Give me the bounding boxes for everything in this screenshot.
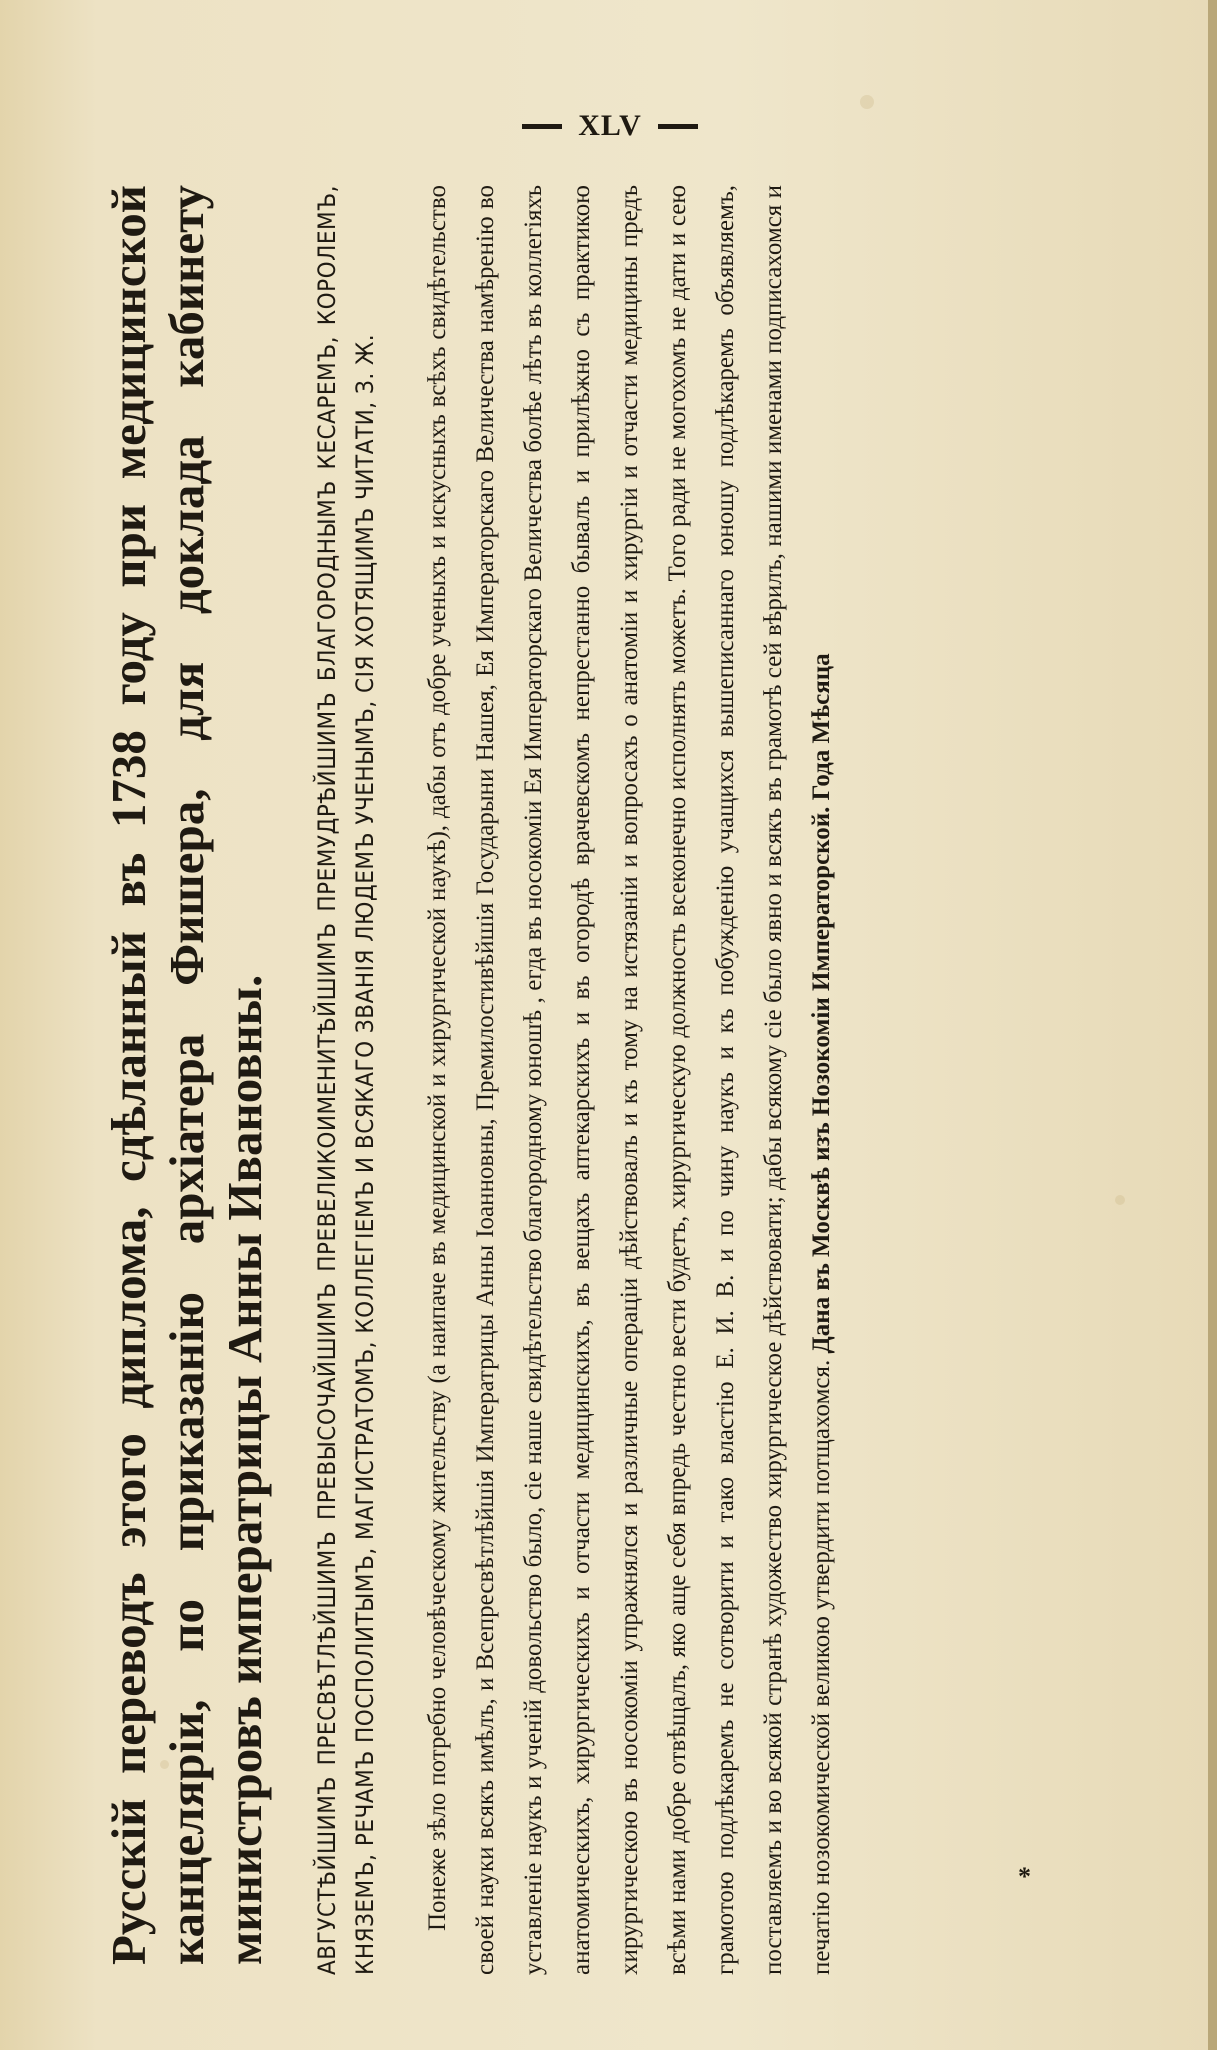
rotated-text-block [100,185,1100,1975]
diploma-body-text: Понеже зѣло потребно человѣческому жительству (а наипаче въ медицинской и хирургической наукѣ), дабы отъ добре ученыхъ и искусныхъ всѣхъ свидѣтельство своей науки всякъ имѣлъ, и Всепресвѣтлѣйшія Императрицы Анны Іоанновны, Премилостивѣйшія Государыни Нашея, Ея Императорскаго Величества намѣренію во уставленіе наукъ и ученій довольство было, сіе наше свидѣтельство благородному юношѣ , егда въ носокоміи Ея Императорскаго Величества болѣе лѣтъ въ коллегіяхъ анатомическихъ, хирургическихъ и отчасти медицинскихъ, въ вещахъ аптекарскихъ и въ огородѣ врачевскомъ непрестанно бывалъ и прилѣжно съ практикою хирургическою въ носокоміи упражнялся и различные операціи дѣйствовалъ и къ тому на истязаніи и вопросахъ о анатоміи и хирургіи и отчасти медицины предъ всѣми нами добре отвѣщалъ, яко аще себя впредь честно вести будетъ, хирургическую должность всеконечно исполнять можетъ. Того ради не могохомъ не дати и сею грамотою подлѣкаремъ не сотворити и тако властію Е. И. В. и по чину наукъ и къ побужденію учащихся вышеписаннаго юношу подлѣкаремъ объявляемъ, поставляемъ и во всякой странѣ художество хирургическое дѣйствовати; дабы всякому сіе было явно и всякъ въ грамотѣ сей вѣрилъ, нашими именами подписахомся и печатію нозокомической великою утвердити потщахомся. [424,185,835,1975]
salutation-address: АВГУСТѢЙШИМЪ ПРЕСВѢТЛѢЙШИМЪ ПРЕВЫСОЧАЙШИМЪ ПРЕВЕЛИКОИМЕНИТѢЙШИМЪ ПРЕМУДРѢЙШИМЪ БЛАГОРОДНЫМЪ КЕСАРЕМЪ, КОРОЛЕМЪ, КНЯЗЕМЪ, РЕЧАМЪ ПОСПОЛИТЫМЪ, МАГИСТРАТОМЪ, КОЛЛЕГІЕМЪ И ВСЯКАГО ЗВАНІЯ ЛЮДЕМЪ УЧЕНЫМЪ, СІЯ ХОТЯЩИМЪ ЧИТАТИ, З. Ж. [313,185,379,1975]
folio-number: XLV [578,109,642,142]
document-title: Русскій переводъ этого диплома, сдѣланный въ 1738 году при медицинской канцеляріи, по приказанію архіатера Фишера, для доклада кабинету министровъ императрицы Анны Ивановны. [101,185,272,1965]
diploma-body [414,185,846,1975]
paper-stain [860,95,874,109]
page-edge-shadow [1208,0,1217,2050]
rotated-text-inner [100,185,1100,1975]
diploma-closing: Дана въ Москвѣ изъ Нозокоміи Императорской. Года Мѣсяца [808,653,835,1354]
folio-dash-right [658,124,698,129]
paper-stain [1115,1195,1125,1205]
folio-dash-left [522,124,562,129]
page-folio [500,96,720,156]
footnote-asterisk: * [1018,1862,1031,1891]
